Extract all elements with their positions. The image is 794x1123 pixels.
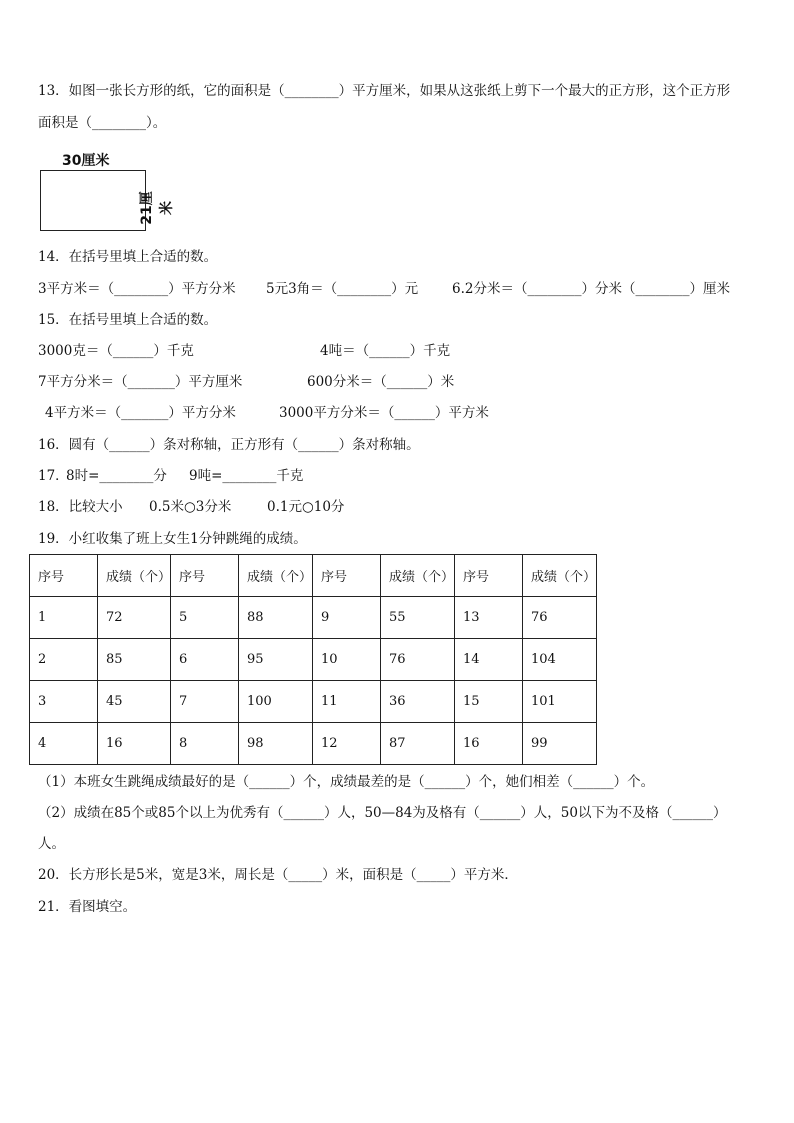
table-cell: 10 <box>313 639 381 681</box>
table-cell: 104 <box>523 639 597 681</box>
q15-item-4: 600分米＝（______）米 <box>307 374 455 390</box>
q15-item-5: 4平方米＝（_______）平方分米 <box>45 405 236 421</box>
table-cell: 3 <box>30 681 98 723</box>
figure-rectangle <box>40 170 146 231</box>
table-cell: 99 <box>523 723 597 765</box>
q16-text: 16．圆有（______）条对称轴，正方形有（______）条对称轴。 <box>38 437 420 453</box>
q14-item-3: 6.2分米＝（________）分米（________）厘米 <box>452 281 730 297</box>
table-cell: 2 <box>30 639 98 681</box>
table-cell: 16 <box>455 723 523 765</box>
table-cell: 88 <box>239 597 313 639</box>
table-row <box>30 597 597 639</box>
q17-number: 17． <box>38 468 69 484</box>
table-header: 序号 <box>171 555 239 597</box>
q13-line2: 面积是（________）。 <box>38 115 167 131</box>
table-cell: 8 <box>171 723 239 765</box>
q13-line1: 13．如图一张长方形的纸，它的面积是（________）平方厘米，如果从这张纸上剪下一个最大的正方形，这个正方形 <box>38 83 731 99</box>
table-cell: 55 <box>381 597 455 639</box>
q14-title: 14．在括号里填上合适的数。 <box>38 249 218 265</box>
table-row <box>30 723 597 765</box>
table-cell: 95 <box>239 639 313 681</box>
table-header-row <box>30 555 597 597</box>
table-header: 成绩（个） <box>381 555 455 597</box>
q18-item-2: 0.1元○10分 <box>267 499 345 515</box>
table-cell: 45 <box>98 681 171 723</box>
q15-item-2: 4吨＝（______）千克 <box>320 343 451 359</box>
score-table <box>29 554 597 765</box>
figure-width-label: 30厘米 <box>62 153 110 169</box>
table-cell: 5 <box>171 597 239 639</box>
table-cell: 72 <box>98 597 171 639</box>
table-cell: 101 <box>523 681 597 723</box>
table-header: 成绩（个） <box>98 555 171 597</box>
table-header: 序号 <box>313 555 381 597</box>
table-header: 成绩（个） <box>523 555 597 597</box>
q19-sub2-line2: 人。 <box>38 836 65 852</box>
q18-title: 18．比较大小 <box>38 499 123 515</box>
q19-title: 19．小红收集了班上女生1分钟跳绳的成绩。 <box>38 531 307 547</box>
q17-item-1: 8时=________分 <box>66 468 167 484</box>
q14-item-1: 3平方米＝（________）平方分米 <box>38 281 236 297</box>
table-cell: 16 <box>98 723 171 765</box>
q15-item-3: 7平方分米＝（_______）平方厘米 <box>38 374 243 390</box>
table-cell: 12 <box>313 723 381 765</box>
table-row <box>30 639 597 681</box>
q14-item-2: 5元3角＝（________）元 <box>266 281 419 297</box>
table-cell: 14 <box>455 639 523 681</box>
table-cell: 7 <box>171 681 239 723</box>
table-cell: 1 <box>30 597 98 639</box>
table-cell: 15 <box>455 681 523 723</box>
table-cell: 6 <box>171 639 239 681</box>
q21-text: 21．看图填空。 <box>38 899 137 915</box>
q19-sub2-line1: （2）成绩在85个或85个以上为优秀有（______）人，50—84为及格有（______）人，50以下为不及格（______） <box>38 805 727 821</box>
table-header: 成绩（个） <box>239 555 313 597</box>
table-cell: 98 <box>239 723 313 765</box>
table-row <box>30 681 597 723</box>
q15-item-6: 3000平方分米＝（______）平方米 <box>279 405 489 421</box>
table-cell: 4 <box>30 723 98 765</box>
table-cell: 76 <box>523 597 597 639</box>
table-cell: 9 <box>313 597 381 639</box>
table-header: 序号 <box>455 555 523 597</box>
table-cell: 11 <box>313 681 381 723</box>
q15-item-1: 3000克＝（______）千克 <box>38 343 194 359</box>
table-cell: 36 <box>381 681 455 723</box>
table-cell: 85 <box>98 639 171 681</box>
q18-item-1: 0.5米○3分米 <box>149 499 232 515</box>
table-cell: 76 <box>381 639 455 681</box>
q15-title: 15．在括号里填上合适的数。 <box>38 312 218 328</box>
figure-height-label: 21厘米 <box>139 191 175 225</box>
table-cell: 100 <box>239 681 313 723</box>
q20-text: 20．长方形长是5米，宽是3米，周长是（_____）米，面积是（_____）平方米． <box>38 867 518 883</box>
q17-item-2: 9吨=________千克 <box>189 468 304 484</box>
table-header: 序号 <box>30 555 98 597</box>
q19-sub1: （1）本班女生跳绳成绩最好的是（______）个，成绩最差的是（______）个，她们相差（______）个。 <box>38 774 655 790</box>
table-cell: 13 <box>455 597 523 639</box>
table-cell: 87 <box>381 723 455 765</box>
